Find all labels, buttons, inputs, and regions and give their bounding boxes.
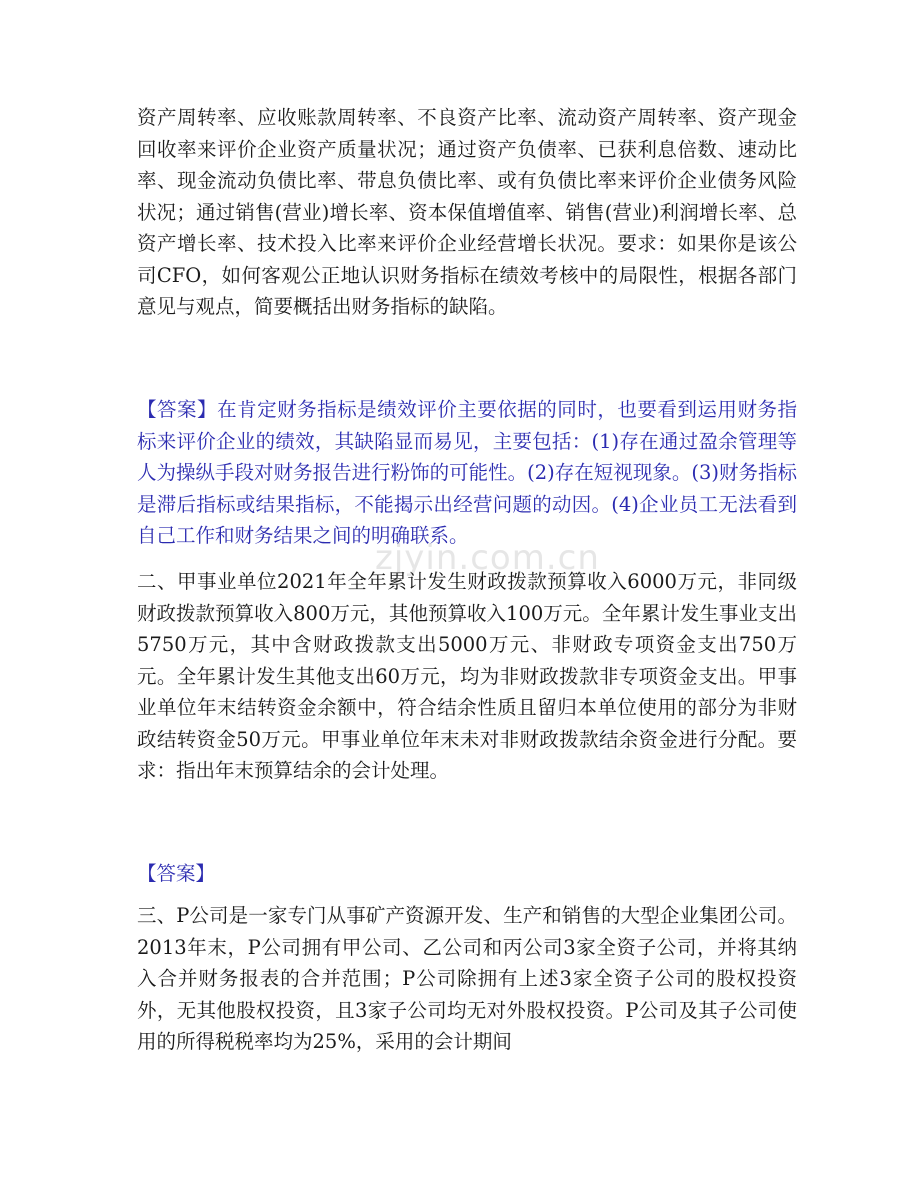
- answer-2: [137, 858, 797, 890]
- watermark: zjyin.com.cn: [375, 538, 600, 578]
- question-2-text: 二、甲事业单位2021年全年累计发生财政拨款预算收入6000万元，非同级财政拨款预算收入800万元，其他预算收入100万元。全年累计发生事业支出5750万元，其中含财政拨款支出5000万元、非财政专项资金支出750万元。全年累计发生其他支出60万元，均为非财政拨款非专项资金支出。甲事业单位年末结转资金余额中，符合结余性质且留归本单位使用的部分为非财政结转资金50万元。甲事业单位年末未对非财政拨款结余资金进行分配。要求：指出年末预算结余的会计处理。: [137, 570, 797, 782]
- answer-1-label: 【答案】: [137, 398, 218, 421]
- answer-2-label: 【答案】: [137, 862, 216, 885]
- answer-1: [137, 394, 797, 552]
- question-1-text: 资产周转率、应收账款周转率、不良资产比率、流动资产周转率、资产现金回收率来评价企业资产质量状况；通过资产负债率、已获利息倍数、速动比率、现金流动负债比率、带息负债比率、或有负债比率来评价企业债务风险状况；通过销售(营业)增长率、资本保值增值率、销售(营业)利润增长率、总资产增长率、技术投入比率来评价企业经营增长状况。要求：如果你是该公司CFO，如何客观公正地认识财务指标在绩效考核中的局限性，根据各部门意见与观点，简要概括出财务指标的缺陷。: [137, 106, 797, 318]
- question-3-text: 三、P公司是一家专门从事矿产资源开发、生产和销售的大型企业集团公司。2013年末，P公司拥有甲公司、乙公司和丙公司3家全资子公司，并将其纳入合并财务报表的合并范围；P公司除拥有上述3家全资子公司的股权投资外，无其他股权投资，且3家子公司均无对外股权投资。P公司及其子公司使用的所得税税率均为25%，采用的会计期间: [137, 904, 797, 1053]
- answer-1-text: 在肯定财务指标是绩效评价主要依据的同时，也要看到运用财务指标来评价企业的绩效，其缺陷显而易见，主要包括：(1)存在通过盈余管理等人为操纵手段对财务报告进行粉饰的可能性。(2)存在短视现象。(3)财务指标是滞后指标或结果指标，不能揭示出经营问题的动因。(4)企业员工无法看到自己工作和财务结果之间的明确联系。: [137, 398, 797, 547]
